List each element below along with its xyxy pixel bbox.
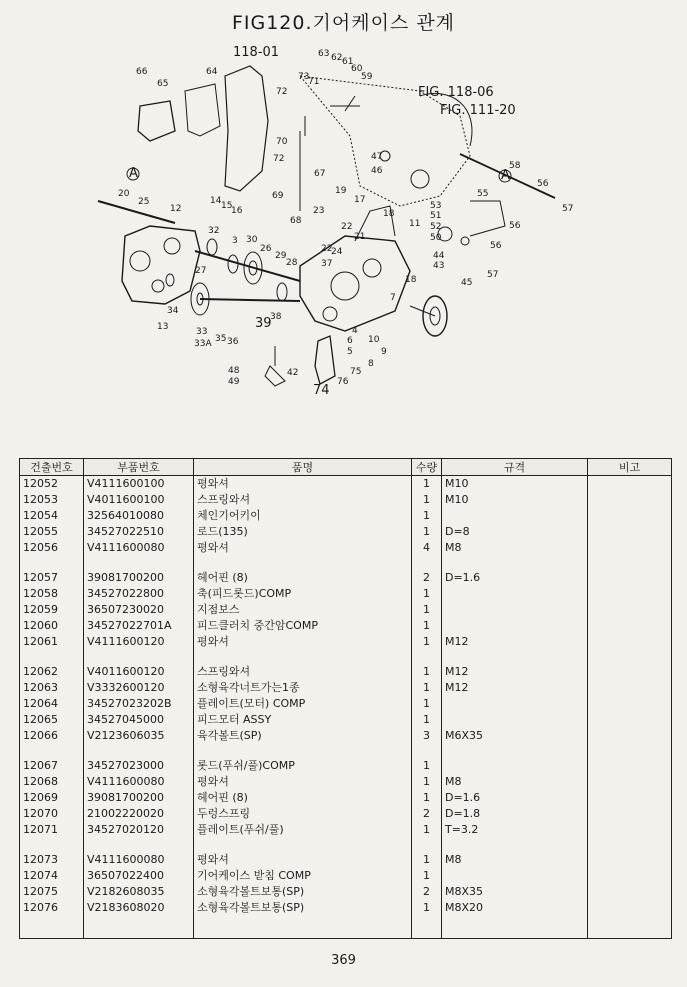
callout-label: 76 [337, 377, 349, 387]
table-row [20, 476, 672, 493]
serial-cell: 12075 [20, 884, 84, 900]
header-spec: 규격 [442, 459, 588, 476]
spacer-cell [84, 556, 194, 570]
serial-cell: 12063 [20, 680, 84, 696]
remarks-cell [588, 712, 672, 728]
table-row [20, 540, 672, 556]
serial-cell: 12052 [20, 476, 84, 493]
spec-cell: M10 [442, 492, 588, 508]
remarks-cell [588, 664, 672, 680]
part-number-cell: 21002220020 [84, 806, 194, 822]
remarks-cell [588, 822, 672, 838]
table-row [20, 758, 672, 774]
spec-cell [442, 868, 588, 884]
header-part-number: 부품번호 [84, 459, 194, 476]
part-name-cell: 평와셔 [194, 774, 412, 790]
callout-label: 19 [335, 186, 347, 196]
callout-label: 57 [562, 204, 574, 214]
table-row [20, 524, 672, 540]
callout-label: 36 [227, 337, 239, 347]
quantity-cell: 1 [412, 492, 442, 508]
remarks-cell [588, 696, 672, 712]
serial-cell: 12053 [20, 492, 84, 508]
callout-label: 59 [361, 72, 373, 82]
callout-label: 14 [210, 196, 222, 206]
serial-cell: 12056 [20, 540, 84, 556]
callout-label: 56 [537, 179, 549, 189]
spacer-cell [442, 744, 588, 758]
serial-cell: 12062 [20, 664, 84, 680]
table-row [20, 634, 672, 650]
remarks-cell [588, 476, 672, 493]
part-name-cell: 평와셔 [194, 476, 412, 493]
table-row [20, 884, 672, 900]
figure-title: FIG120.기어케이스 관계 [231, 12, 456, 34]
callout-label: 22 [341, 222, 353, 232]
spacer-cell [84, 838, 194, 852]
part-name-cell: 평와셔 [194, 634, 412, 650]
part-name-cell: 로드(135) [194, 524, 412, 540]
remarks-cell [588, 728, 672, 744]
spec-cell [442, 586, 588, 602]
table-row [20, 618, 672, 634]
serial-cell: 12060 [20, 618, 84, 634]
spec-cell: M12 [442, 680, 588, 696]
spacer-cell [20, 650, 84, 664]
callout-label: 6 [347, 336, 353, 346]
callout-label: 33 [196, 327, 208, 337]
table-row [20, 492, 672, 508]
part-name-cell: 소형육각볼트보통(SP) [194, 900, 412, 916]
callout-label: 52 [430, 222, 442, 232]
callout-label: 4 [352, 326, 358, 336]
spacer-cell [194, 744, 412, 758]
quantity-cell: 1 [412, 664, 442, 680]
marker-a-right: A [501, 168, 510, 183]
part-number-cell: 34527023000 [84, 758, 194, 774]
table-row [20, 696, 672, 712]
remarks-cell [588, 806, 672, 822]
part-number-cell: 36507230020 [84, 602, 194, 618]
callout-label: 53 [430, 201, 442, 211]
spacer-cell [412, 744, 442, 758]
serial-cell: 12074 [20, 868, 84, 884]
callout-label: 73 [298, 72, 310, 82]
spacer-cell [412, 916, 442, 939]
spec-cell [442, 602, 588, 618]
spec-cell: T=3.2 [442, 822, 588, 838]
serial-cell: 12068 [20, 774, 84, 790]
quantity-cell: 1 [412, 852, 442, 868]
serial-cell: 12061 [20, 634, 84, 650]
callout-label: 26 [260, 244, 272, 254]
spec-cell: M8X35 [442, 884, 588, 900]
spacer-cell [194, 650, 412, 664]
quantity-cell: 1 [412, 476, 442, 493]
callout-label: 12 [170, 204, 182, 214]
remarks-cell [588, 774, 672, 790]
callout-label: 37 [321, 259, 333, 269]
part-name-cell: 피드모터 ASSY [194, 712, 412, 728]
spacer-cell [442, 650, 588, 664]
quantity-cell: 4 [412, 540, 442, 556]
callout-label: 49 [228, 377, 240, 387]
part-name-cell: 축(피드롯드)COMP [194, 586, 412, 602]
callout-label: 39 [255, 316, 272, 331]
serial-cell: 12058 [20, 586, 84, 602]
quantity-cell: 1 [412, 900, 442, 916]
quantity-cell: 1 [412, 712, 442, 728]
callout-label: 46 [371, 166, 383, 176]
page-number: 369 [331, 953, 356, 968]
part-number-cell: V4111600100 [84, 476, 194, 493]
callout-label: 61 [342, 57, 354, 67]
table-row [20, 774, 672, 790]
part-number-cell: 39081700200 [84, 790, 194, 806]
part-number-cell: V2182608035 [84, 884, 194, 900]
spec-cell: D=1.6 [442, 790, 588, 806]
part-name-cell: 지점보스 [194, 602, 412, 618]
part-name-cell: 플레이트(모터) COMP [194, 696, 412, 712]
callout-label: 13 [157, 322, 169, 332]
quantity-cell: 2 [412, 884, 442, 900]
quantity-cell: 1 [412, 758, 442, 774]
part-number-cell: 34527020120 [84, 822, 194, 838]
table-row [20, 900, 672, 916]
callout-label: 67 [314, 169, 326, 179]
spec-cell: M8 [442, 774, 588, 790]
spec-cell [442, 508, 588, 524]
spacer-cell [412, 650, 442, 664]
quantity-cell: 2 [412, 570, 442, 586]
spacer-cell [442, 916, 588, 939]
callout-label: 29 [275, 251, 287, 261]
callout-label: 66 [136, 67, 148, 77]
spec-cell: M6X35 [442, 728, 588, 744]
part-number-cell: 39081700200 [84, 570, 194, 586]
callout-label: 32 [208, 226, 220, 236]
callout-label: 27 [195, 266, 207, 276]
callout-label: 15 [221, 201, 233, 211]
callout-label: FIG. 118-06 [418, 85, 494, 100]
part-name-cell: 기어케이스 받침 COMP [194, 868, 412, 884]
part-name-cell: 헤어핀 (8) [194, 790, 412, 806]
quantity-cell: 1 [412, 822, 442, 838]
callout-label: 51 [430, 211, 442, 221]
spacer-cell [84, 744, 194, 758]
callout-label: 9 [381, 347, 387, 357]
callout-label: 38 [270, 312, 282, 322]
callout-label: FIG. 111-20 [440, 103, 516, 118]
table-row [20, 822, 672, 838]
callout-label: 56 [509, 221, 521, 231]
remarks-cell [588, 508, 672, 524]
remarks-cell [588, 540, 672, 556]
part-name-cell: 스프링와셔 [194, 492, 412, 508]
callout-label: 75 [350, 367, 362, 377]
serial-cell: 12057 [20, 570, 84, 586]
spacer-cell [194, 838, 412, 852]
part-name-cell: 두렁스프링 [194, 806, 412, 822]
part-name-cell: 스프링와셔 [194, 664, 412, 680]
serial-cell: 12069 [20, 790, 84, 806]
part-number-cell: 36507022400 [84, 868, 194, 884]
table-row [20, 602, 672, 618]
callout-label: 10 [368, 335, 380, 345]
spacer-cell [442, 838, 588, 852]
table-row [20, 790, 672, 806]
callout-label: 3 [232, 236, 238, 246]
quantity-cell: 1 [412, 680, 442, 696]
spec-cell: M8X20 [442, 900, 588, 916]
spacer-cell [442, 556, 588, 570]
remarks-cell [588, 900, 672, 916]
spacer-cell [194, 556, 412, 570]
remarks-cell [588, 586, 672, 602]
callout-label: 20 [118, 189, 130, 199]
part-number-cell: V2123606035 [84, 728, 194, 744]
callout-label: 18 [405, 275, 417, 285]
table-row [20, 852, 672, 868]
parts-table-body [20, 476, 672, 939]
part-name-cell: 평와셔 [194, 852, 412, 868]
table-row [20, 508, 672, 524]
header-remarks: 비고 [588, 459, 672, 476]
remarks-cell [588, 868, 672, 884]
serial-cell: 12054 [20, 508, 84, 524]
spacer-cell [412, 838, 442, 852]
table-row [20, 586, 672, 602]
callout-label: 70 [276, 137, 288, 147]
callout-label: 65 [157, 79, 169, 89]
remarks-cell [588, 492, 672, 508]
quantity-cell: 1 [412, 508, 442, 524]
spacer-cell [20, 556, 84, 570]
callout-label: 43 [433, 261, 445, 271]
part-number-cell: V4011600120 [84, 664, 194, 680]
spacer-cell [588, 916, 672, 939]
part-number-cell: V4111600080 [84, 540, 194, 556]
remarks-cell [588, 570, 672, 586]
table-row [20, 806, 672, 822]
spec-cell [442, 712, 588, 728]
table-row [20, 570, 672, 586]
callout-label: 34 [167, 306, 179, 316]
part-name-cell: 피드클러치 중간암COMP [194, 618, 412, 634]
spec-cell [442, 618, 588, 634]
remarks-cell [588, 602, 672, 618]
callout-label: 48 [228, 366, 240, 376]
callout-label: 30 [246, 235, 258, 245]
callout-label: 35 [215, 334, 227, 344]
quantity-cell: 1 [412, 602, 442, 618]
callout-label: 16 [231, 206, 243, 216]
table-row [20, 712, 672, 728]
callout-label: 68 [290, 216, 302, 226]
header-serial: 건출번호 [20, 459, 84, 476]
callout-label: 72 [276, 87, 288, 97]
part-number-cell: 34527023202B [84, 696, 194, 712]
spec-cell: M12 [442, 634, 588, 650]
remarks-cell [588, 790, 672, 806]
part-name-cell: 롯드(푸쉬/풀)COMP [194, 758, 412, 774]
part-name-cell: 플레이트(푸쉬/풀) [194, 822, 412, 838]
callout-label: 71 [308, 77, 320, 87]
quantity-cell: 1 [412, 634, 442, 650]
remarks-cell [588, 618, 672, 634]
callout-label: 17 [354, 195, 366, 205]
part-number-cell: V4111600120 [84, 634, 194, 650]
spacer-cell [588, 744, 672, 758]
part-number-cell: 34527022701A [84, 618, 194, 634]
part-number-cell: 34527045000 [84, 712, 194, 728]
callout-label: 74 [313, 383, 330, 398]
quantity-cell: 1 [412, 774, 442, 790]
quantity-cell: 1 [412, 618, 442, 634]
spacer-cell [588, 556, 672, 570]
quantity-cell: 1 [412, 868, 442, 884]
callout-label: 7 [390, 293, 396, 303]
serial-cell: 12065 [20, 712, 84, 728]
table-row [20, 680, 672, 696]
callout-label: 72 [273, 154, 285, 164]
quantity-cell: 3 [412, 728, 442, 744]
spacer-cell [84, 916, 194, 939]
callout-label: 28 [286, 258, 298, 268]
part-name-cell: 소형육각볼트보통(SP) [194, 884, 412, 900]
callout-label: 47 [371, 152, 383, 162]
callout-label: 118-01 [233, 45, 280, 60]
serial-cell: 12070 [20, 806, 84, 822]
serial-cell: 12076 [20, 900, 84, 916]
callout-label: 44 [433, 251, 445, 261]
part-number-cell: V4111600080 [84, 852, 194, 868]
callout-label: 23 [313, 206, 325, 216]
spec-cell [442, 696, 588, 712]
serial-cell: 12067 [20, 758, 84, 774]
table-header-row [20, 459, 672, 476]
serial-cell: 12073 [20, 852, 84, 868]
callout-label: 42 [287, 368, 299, 378]
part-name-cell: 헤어핀 (8) [194, 570, 412, 586]
spacer-cell [412, 556, 442, 570]
callout-label: 58 [509, 161, 521, 171]
parts-table [19, 458, 672, 939]
callout-label: 56 [490, 241, 502, 251]
table-bottom-spacer [20, 916, 672, 939]
serial-cell: 12066 [20, 728, 84, 744]
callout-label: 60 [351, 64, 363, 74]
spacer-cell [20, 916, 84, 939]
table-row [20, 868, 672, 884]
spacer-cell [588, 650, 672, 664]
spacer-cell [84, 650, 194, 664]
callout-label: 57 [487, 270, 499, 280]
serial-cell: 12059 [20, 602, 84, 618]
spacer-cell [20, 744, 84, 758]
callout-label: 63 [318, 49, 330, 59]
part-number-cell: 34527022510 [84, 524, 194, 540]
callout-label: 50 [430, 233, 442, 243]
callout-label: 22 [321, 244, 333, 254]
part-number-cell: V4111600080 [84, 774, 194, 790]
callout-label: 11 [409, 219, 421, 229]
spacer-cell [194, 916, 412, 939]
table-row [20, 728, 672, 744]
remarks-cell [588, 758, 672, 774]
callout-label: 21 [354, 232, 366, 242]
quantity-cell: 2 [412, 806, 442, 822]
part-name-cell: 소형육각너트가는1종 [194, 680, 412, 696]
spec-cell: M8 [442, 540, 588, 556]
quantity-cell: 1 [412, 696, 442, 712]
remarks-cell [588, 884, 672, 900]
spec-cell: M8 [442, 852, 588, 868]
spec-cell: M12 [442, 664, 588, 680]
callout-label: 55 [477, 189, 489, 199]
exploded-parts-diagram [0, 36, 687, 406]
serial-cell: 12064 [20, 696, 84, 712]
part-number-cell: 34527022800 [84, 586, 194, 602]
part-number-cell: V2183608020 [84, 900, 194, 916]
header-part-name: 품명 [194, 459, 412, 476]
part-name-cell: 육각볼트(SP) [194, 728, 412, 744]
part-number-cell: V3332600120 [84, 680, 194, 696]
part-number-cell: 32564010080 [84, 508, 194, 524]
spec-cell: M10 [442, 476, 588, 493]
part-name-cell: 평와셔 [194, 540, 412, 556]
spacer-cell [20, 838, 84, 852]
quantity-cell: 1 [412, 524, 442, 540]
remarks-cell [588, 680, 672, 696]
remarks-cell [588, 524, 672, 540]
marker-a-left: A [129, 166, 138, 181]
remarks-cell [588, 852, 672, 868]
group-spacer [20, 650, 672, 664]
serial-cell: 12055 [20, 524, 84, 540]
spec-cell [442, 758, 588, 774]
part-number-cell: V4011600100 [84, 492, 194, 508]
serial-cell: 12071 [20, 822, 84, 838]
table-row [20, 664, 672, 680]
group-spacer [20, 556, 672, 570]
callout-label: 33A [194, 339, 212, 349]
spec-cell: D=1.8 [442, 806, 588, 822]
spacer-cell [588, 838, 672, 852]
part-name-cell: 체인기어키이 [194, 508, 412, 524]
callout-label: 62 [331, 53, 343, 63]
remarks-cell [588, 634, 672, 650]
spec-cell: D=8 [442, 524, 588, 540]
spec-cell: D=1.6 [442, 570, 588, 586]
callout-label: 25 [138, 197, 150, 207]
callout-label: 24 [331, 247, 343, 257]
callout-label: 69 [272, 191, 284, 201]
callout-label: 5 [347, 347, 353, 357]
group-spacer [20, 744, 672, 758]
callout-label: 45 [461, 278, 473, 288]
group-spacer [20, 838, 672, 852]
callout-label: 64 [206, 67, 218, 77]
callout-label: 18 [383, 209, 395, 219]
header-quantity: 수량 [412, 459, 442, 476]
quantity-cell: 1 [412, 586, 442, 602]
callout-label: 8 [368, 359, 374, 369]
quantity-cell: 1 [412, 790, 442, 806]
